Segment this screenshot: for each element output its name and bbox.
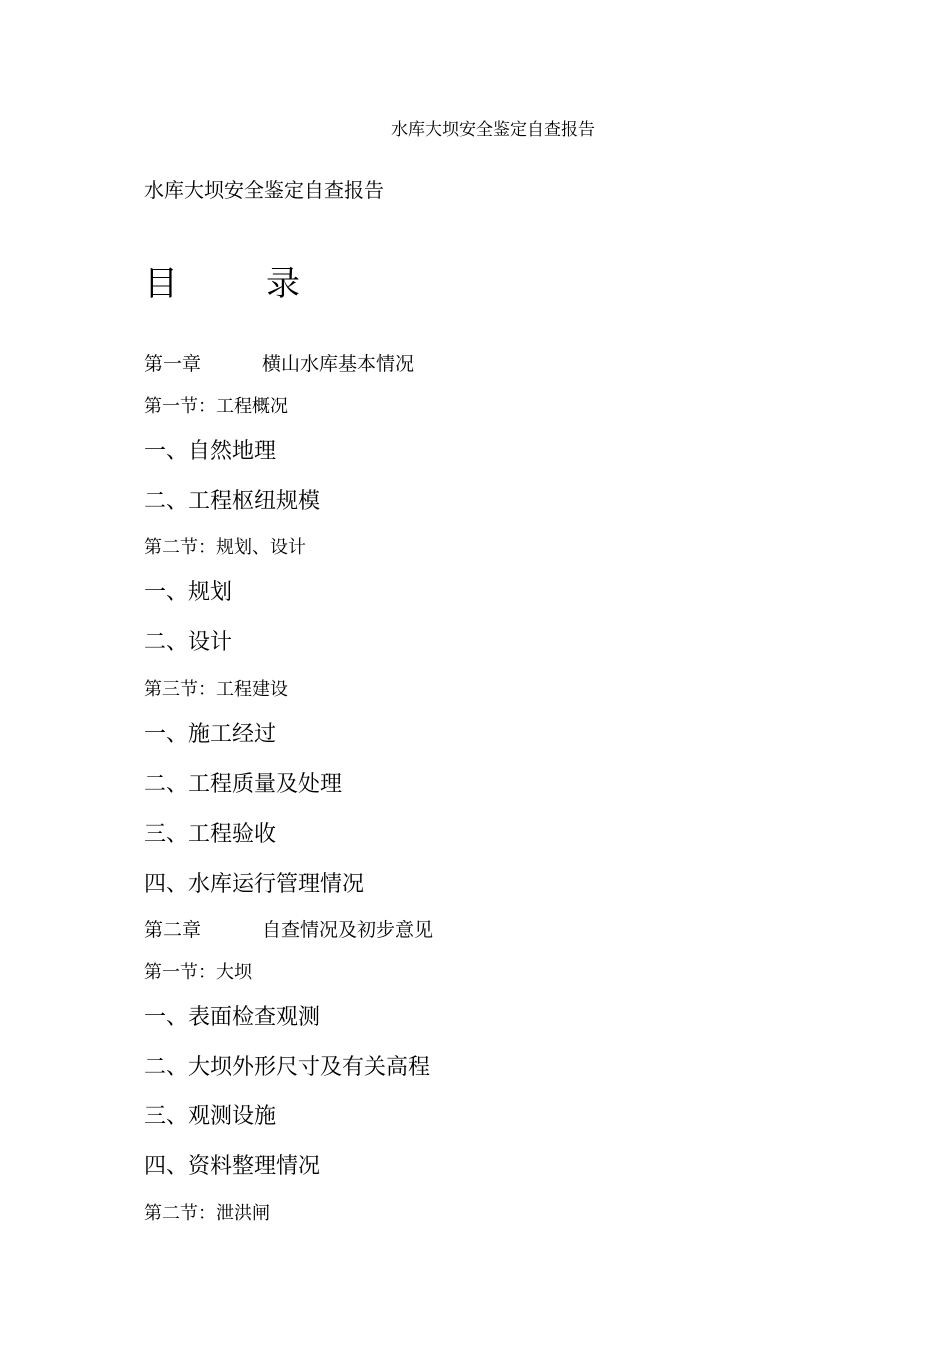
toc-heading-char-2: 录 xyxy=(266,264,300,304)
toc-item: 二、设计 xyxy=(144,630,233,655)
chapter-title: 自查情况及初步意见 xyxy=(262,919,434,941)
toc-section: 第二节：规划、设计 xyxy=(144,537,306,558)
toc-item: 二、工程质量及处理 xyxy=(144,772,343,797)
toc-item: 三、工程验收 xyxy=(144,822,277,847)
toc-item: 一、表面检查观测 xyxy=(144,1005,321,1030)
running-header: 水库大坝安全鉴定自查报告 xyxy=(391,120,595,140)
toc-item: 二、工程枢纽规模 xyxy=(144,489,321,514)
toc-item: 三、观测设施 xyxy=(144,1104,277,1129)
toc-item: 二、大坝外形尺寸及有关高程 xyxy=(144,1055,431,1080)
toc-item: 一、施工经过 xyxy=(144,722,277,747)
chapter-number: 第一章 xyxy=(144,353,202,375)
toc-heading xyxy=(144,262,300,306)
document-title: 水库大坝安全鉴定自查报告 xyxy=(144,178,384,202)
toc-heading-char-1: 目 xyxy=(144,264,178,304)
toc-section: 第一节：工程概况 xyxy=(144,396,288,417)
toc-item: 四、资料整理情况 xyxy=(144,1154,321,1179)
toc-item: 一、规划 xyxy=(144,580,233,605)
toc-item: 一、自然地理 xyxy=(144,439,277,464)
chapter-number: 第二章 xyxy=(144,919,202,941)
toc-section: 第一节：大坝 xyxy=(144,962,252,983)
toc-chapter xyxy=(144,917,433,943)
toc-section: 第三节：工程建设 xyxy=(144,679,288,700)
toc-item: 四、水库运行管理情况 xyxy=(144,872,365,897)
toc-section: 第二节：泄洪闸 xyxy=(144,1203,270,1224)
chapter-title: 横山水库基本情况 xyxy=(262,353,415,375)
toc-chapter xyxy=(144,351,414,377)
